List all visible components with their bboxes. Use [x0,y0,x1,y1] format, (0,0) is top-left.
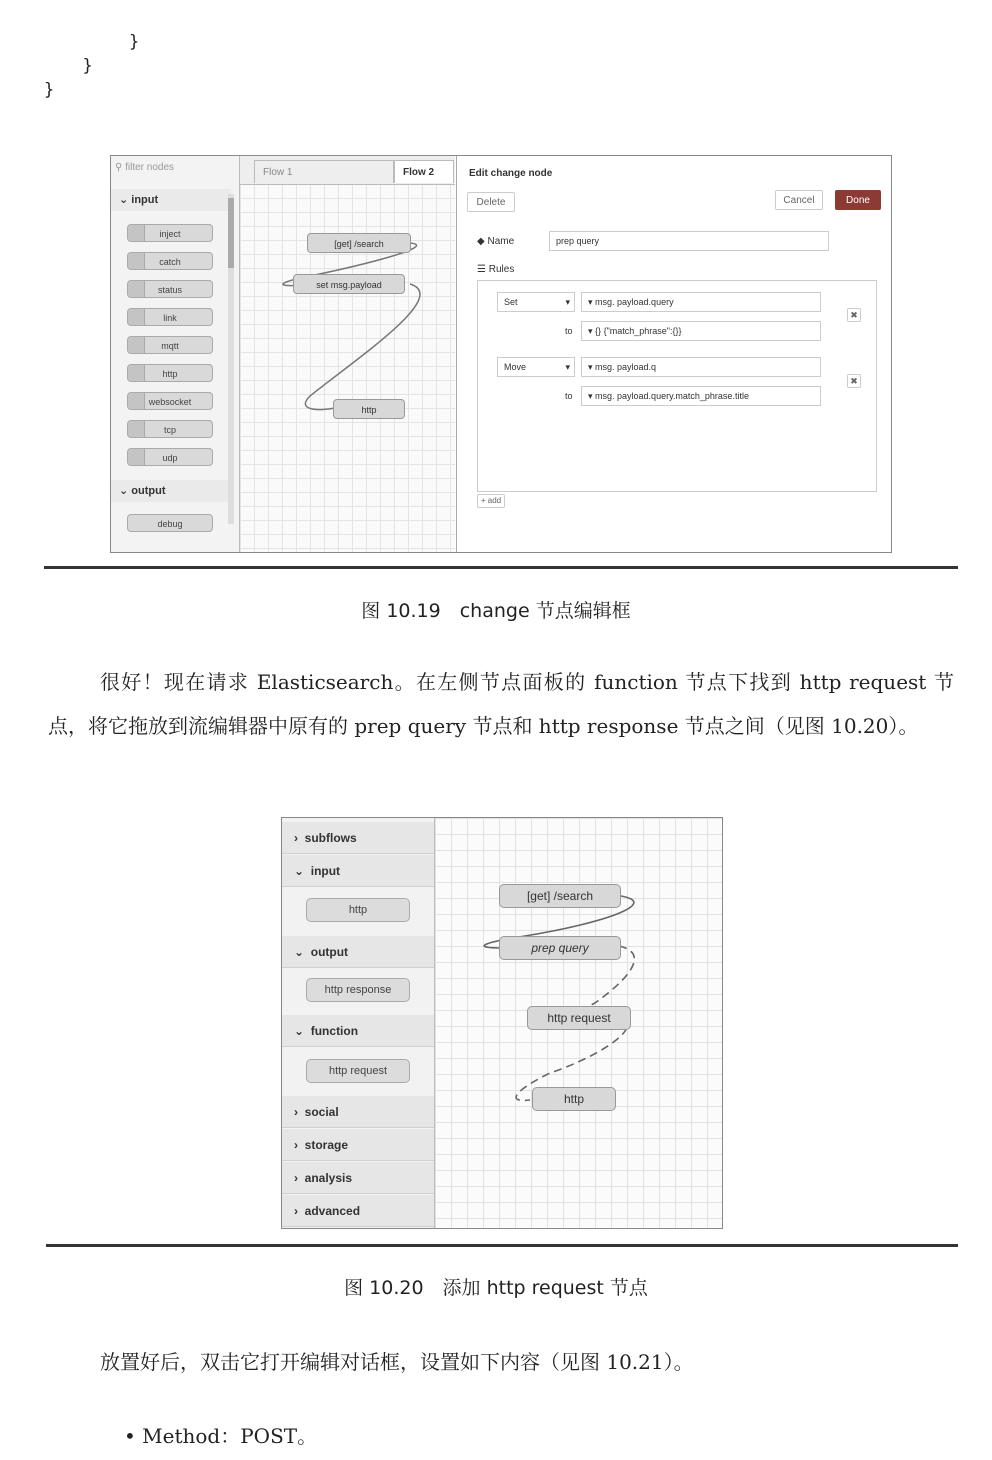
palette-category-social[interactable]: › social [282,1096,434,1128]
flow-node-set-payload[interactable]: set msg.payload [293,274,405,294]
figure-1-rule [44,566,958,569]
node-palette [282,818,435,1228]
palette-category-storage[interactable]: › storage [282,1129,434,1161]
tab-flow-2[interactable]: Flow 2 [394,160,454,183]
alert-icon [128,253,145,269]
bridge-icon [128,449,145,465]
tab-flow-1[interactable]: Flow 1 [254,160,394,183]
inject-icon [128,225,145,241]
flow-node-prep-query[interactable]: prep query [499,936,621,960]
palette-node-http[interactable]: http [306,898,410,922]
palette-category-function[interactable]: ⌄ function [282,1015,434,1047]
rules-label: ☰ Rules [477,264,515,275]
palette-node-mqtt[interactable]: mqtt [127,336,213,354]
flow-node-http-request[interactable]: http request [527,1006,631,1030]
list-icon: ☰ [477,264,486,275]
palette-node-link[interactable]: link [127,308,213,326]
rule-1-value-input[interactable]: ▾ {} {"match_phrase":{}} [581,321,821,341]
tag-icon: ◆ [477,236,485,247]
node-palette [111,156,240,552]
palette-node-debug[interactable]: debug [127,514,213,532]
rule-2-target-input[interactable]: ▾ msg. payload.q [581,357,821,377]
figure-change-node-editor [110,155,892,553]
figure-add-http-request [281,817,723,1229]
name-label: ◆ Name [477,236,515,247]
alert-icon [128,281,145,297]
figure-2-rule [46,1244,958,1247]
palette-scrollbar[interactable] [228,194,234,524]
rule-1-to-label: to [565,326,573,336]
search-icon: ⚲ [115,162,123,173]
add-rule-button[interactable]: + add [477,494,505,508]
rule-2-value-input[interactable]: ▾ msg. payload.query.match_phrase.title [581,386,821,406]
palette-category-input[interactable]: ⌄ input [282,855,434,887]
palette-category-output[interactable]: ⌄ output [282,936,434,968]
palette-node-http-request[interactable]: http request [306,1059,410,1083]
delete-button[interactable]: Delete [467,192,515,212]
rule-2-to-label: to [565,391,573,401]
code-line-2: } [62,56,93,76]
flow-wires [240,156,455,552]
editor-title: Edit change node [469,168,553,179]
edit-change-node-panel [456,156,892,552]
palette-node-udp[interactable]: udp [127,448,213,466]
link-icon [128,309,145,325]
flow-node-http-response[interactable]: http [532,1087,616,1111]
palette-category-input[interactable]: ⌄ input [111,189,231,211]
name-input[interactable]: prep query [549,231,829,251]
palette-node-tcp[interactable]: tcp [127,420,213,438]
palette-node-websocket[interactable]: websocket [127,392,213,410]
cancel-button[interactable]: Cancel [775,190,823,210]
flow-node-http-response[interactable]: http [333,399,405,419]
rule-2-delete-button[interactable]: ✖ [847,374,861,388]
rule-1-delete-button[interactable]: ✖ [847,308,861,322]
palette-node-http[interactable]: http [127,364,213,382]
palette-node-inject[interactable]: inject [127,224,213,242]
code-line-1: } [88,32,140,52]
palette-category-subflows[interactable]: › subflows [282,822,434,854]
palette-category-advanced[interactable]: › advanced [282,1195,434,1227]
websocket-icon [128,393,145,409]
palette-node-status[interactable]: status [127,280,213,298]
mqtt-icon [128,337,145,353]
done-button[interactable]: Done [835,190,881,210]
palette-node-catch[interactable]: catch [127,252,213,270]
figure-1-caption: 图 10.19 change 节点编辑框 [361,600,631,622]
globe-icon [128,365,145,381]
rule-1-action-select[interactable]: Set ▾ [497,292,575,312]
bullet-method: • Method：POST。 [124,1424,318,1448]
code-line-3: } [44,80,55,100]
palette-category-analysis[interactable]: › analysis [282,1162,434,1194]
flow-node-get-search[interactable]: [get] /search [307,233,411,253]
figure-2-caption: 图 10.20 添加 http request 节点 [344,1277,648,1299]
palette-category-output[interactable]: ⌄ output [111,480,231,502]
rule-2-action-select[interactable]: Move ▾ [497,357,575,377]
bridge-icon [128,421,145,437]
palette-node-http-response[interactable]: http response [306,978,410,1002]
flow-node-get-search[interactable]: [get] /search [499,884,621,908]
rule-1-target-input[interactable]: ▾ msg. payload.query [581,292,821,312]
paragraph-2: 放置好后，双击它打开编辑对话框，设置如下内容（见图 10.21）。 [100,1350,694,1374]
paragraph-1: 很好！现在请求 Elasticsearch。在左侧节点面板的 function 节点下找到 http request 节点，将它拖放到流编辑器中原有的 prep query 节点和 http response 节点之间（见图 10.20）。 [48,670,954,738]
filter-nodes-input[interactable]: ⚲ filter nodes [115,162,175,173]
